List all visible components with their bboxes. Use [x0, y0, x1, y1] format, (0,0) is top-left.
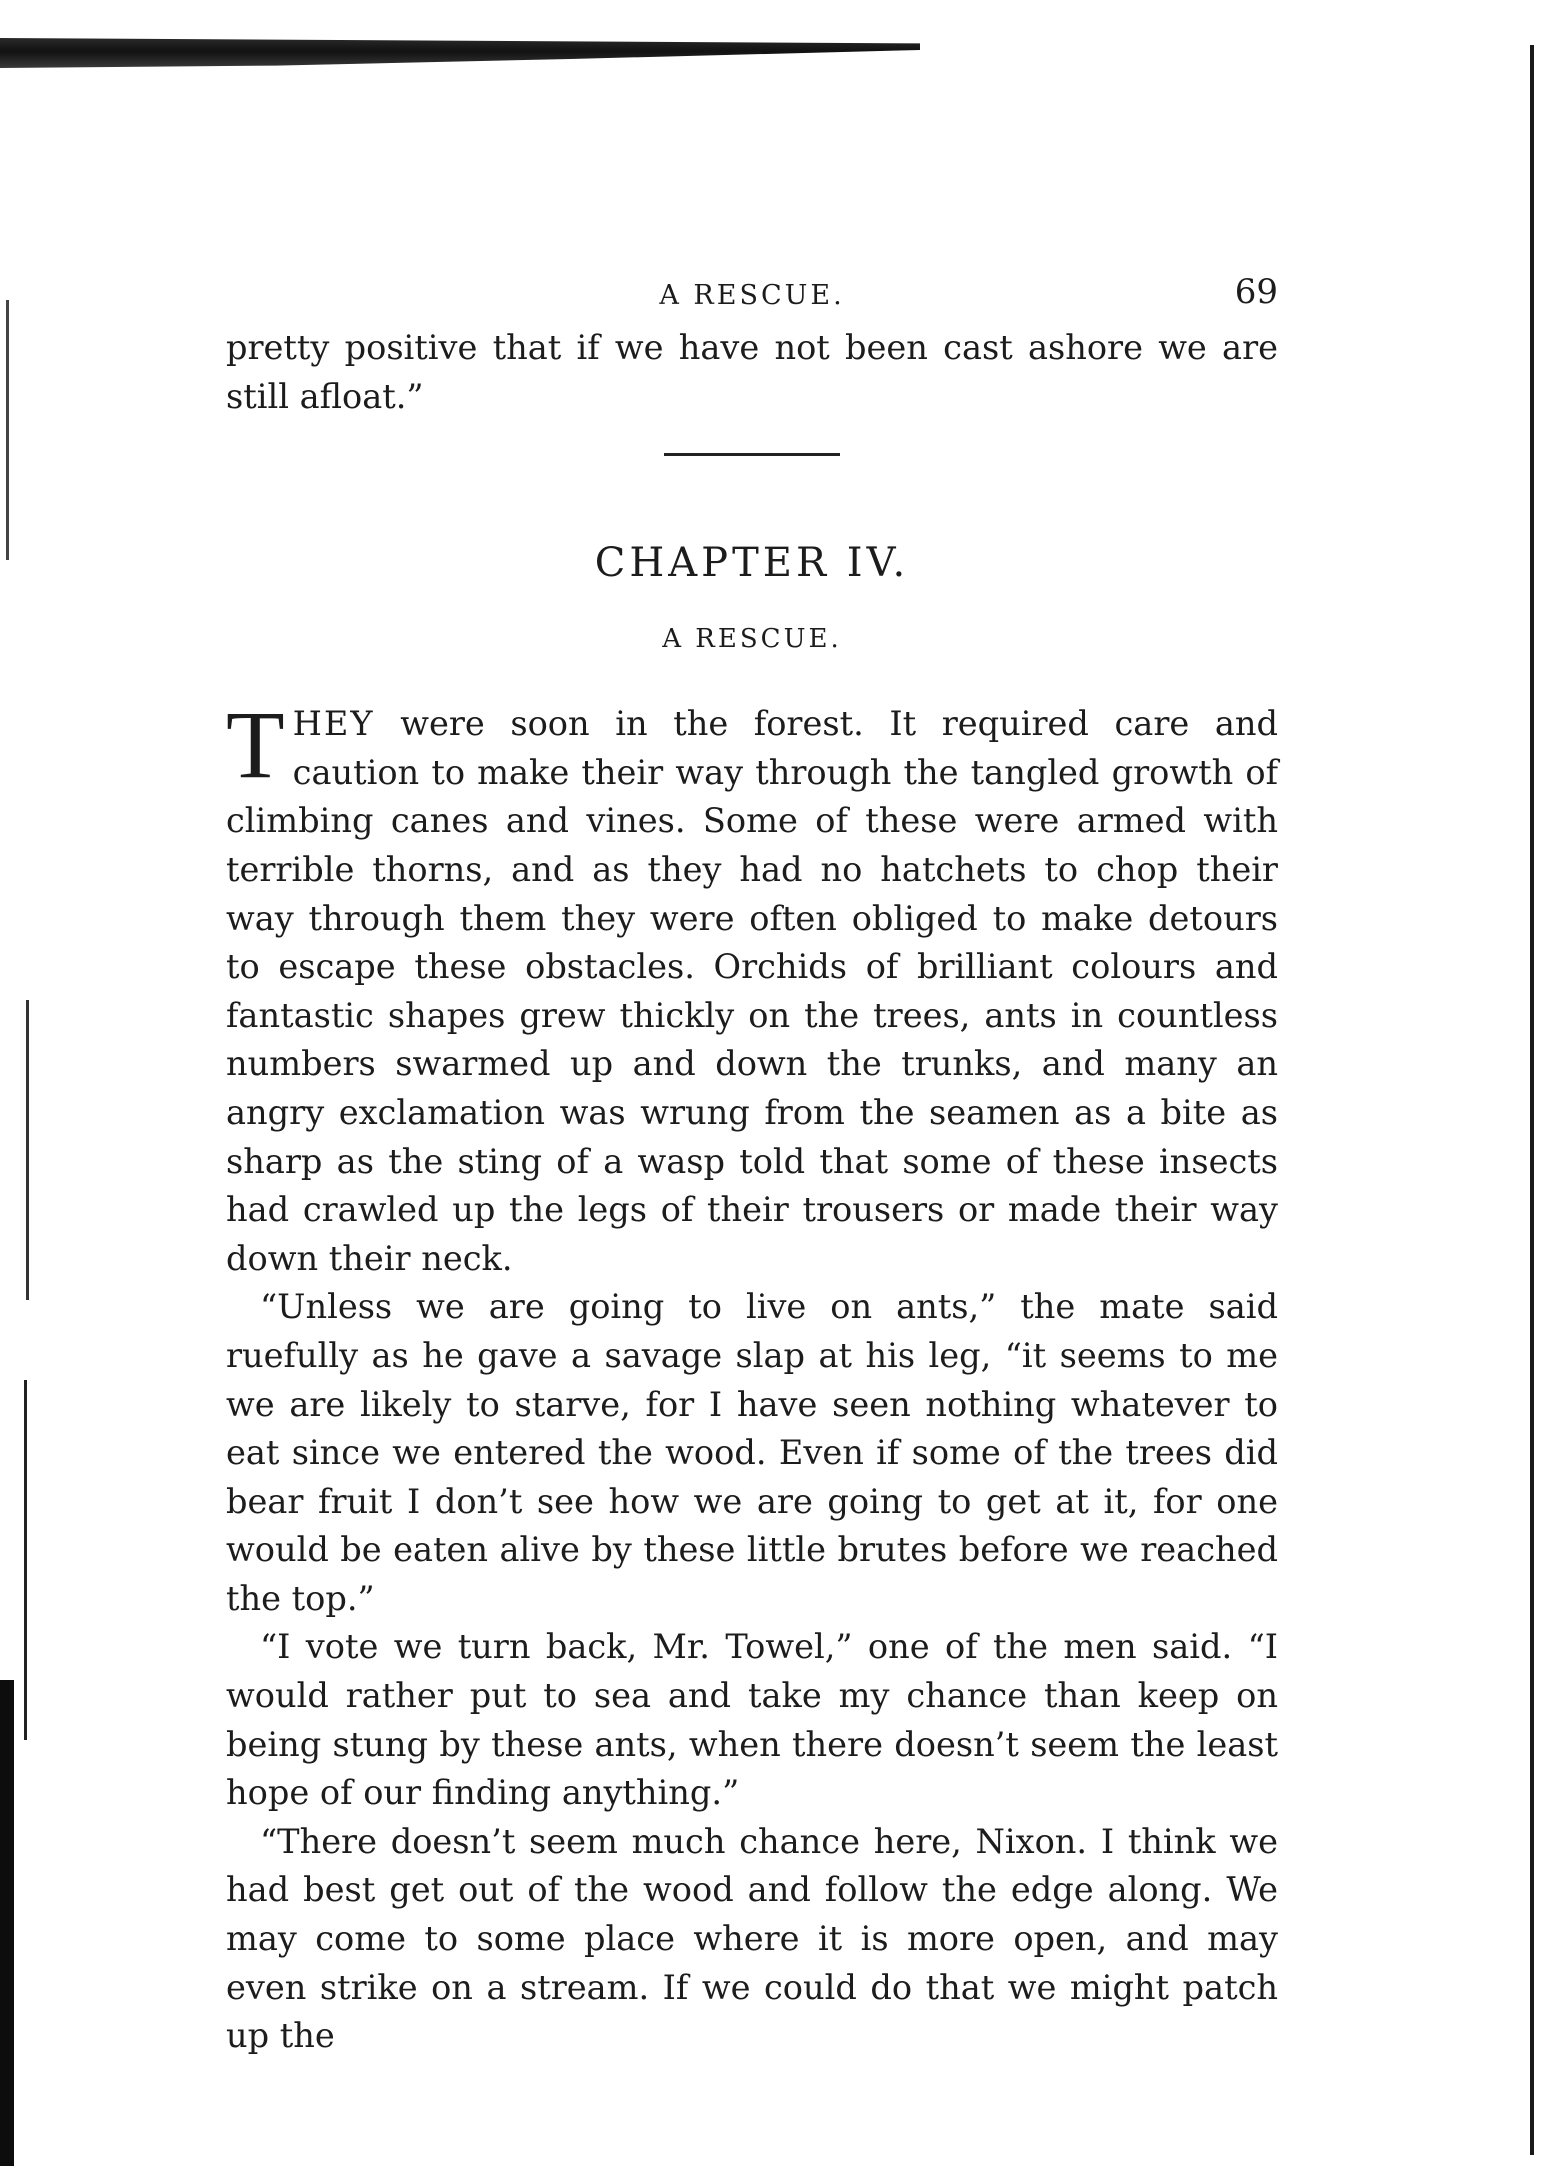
chapter-title: CHAPTER IV.: [594, 540, 910, 587]
running-head: [226, 270, 1278, 316]
paragraph-1-text: were soon in the forest. It required care and caution to make their way through the tangled growth of climbing canes and vines. Some of these were armed with terrible thorns, and as they had no hatchets to chop their way through them they were often obliged to make detours to escape these obstacles. Orchids of brilliant colours and fantastic shapes grew thickly on the trees, ants in countless numbers swarmed up and down the trunks, and many an angry exclamation was wrung from the seamen as a bite as sharp as the sting of a wasp told that some of these insects had crawled up the legs of their trousers or made their way down their neck.: [226, 704, 1278, 1278]
paragraph-1-first-word: HEY: [292, 704, 375, 744]
scan-edge-left-middle: [26, 1000, 29, 1300]
scan-edge-right: [1530, 45, 1534, 2155]
running-head-title: A RESCUE.: [659, 280, 845, 311]
scan-edge-left-bottom: [0, 1680, 14, 2166]
page-number: 69: [1234, 272, 1278, 312]
continuation-paragraph: pretty positive that if we have not been cast ashore we are still afloat.”: [226, 328, 1278, 416]
drop-cap: T: [226, 691, 285, 799]
scan-edge-left-upper: [6, 300, 9, 560]
paragraph-3: “I vote we turn back, Mr. Towel,” one of the men said. “I would rather put to sea and take my chance than keep on being stung by these ants, when there doesn’t seem the least hope of our finding anything.”: [226, 1627, 1278, 1813]
section-divider: [664, 453, 840, 456]
chapter-subtitle: A RESCUE.: [662, 624, 842, 655]
scan-shadow-top: [0, 38, 920, 68]
paragraph-4: “There doesn’t seem much chance here, Nixon. I think we had best get out of the wood and follow the edge along. We may come to some place where it is more open, and may even strike on a stream. If we could do that we might patch up the: [226, 1821, 1278, 2056]
scan-edge-left-lower: [24, 1380, 27, 1740]
paragraph-2: “Unless we are going to live on ants,” the mate said ruefully as he gave a savage slap at his leg, “it seems to me we are likely to starve, for I have seen nothing whatever to eat since we entered the wood. Even if some of the trees did bear fruit I don’t see how we are going to get at it, for one would be eaten alive by these little brutes before we reached the top.”: [226, 1287, 1278, 1618]
book-page: [226, 270, 1278, 2061]
paragraph-1: [226, 691, 1278, 1283]
